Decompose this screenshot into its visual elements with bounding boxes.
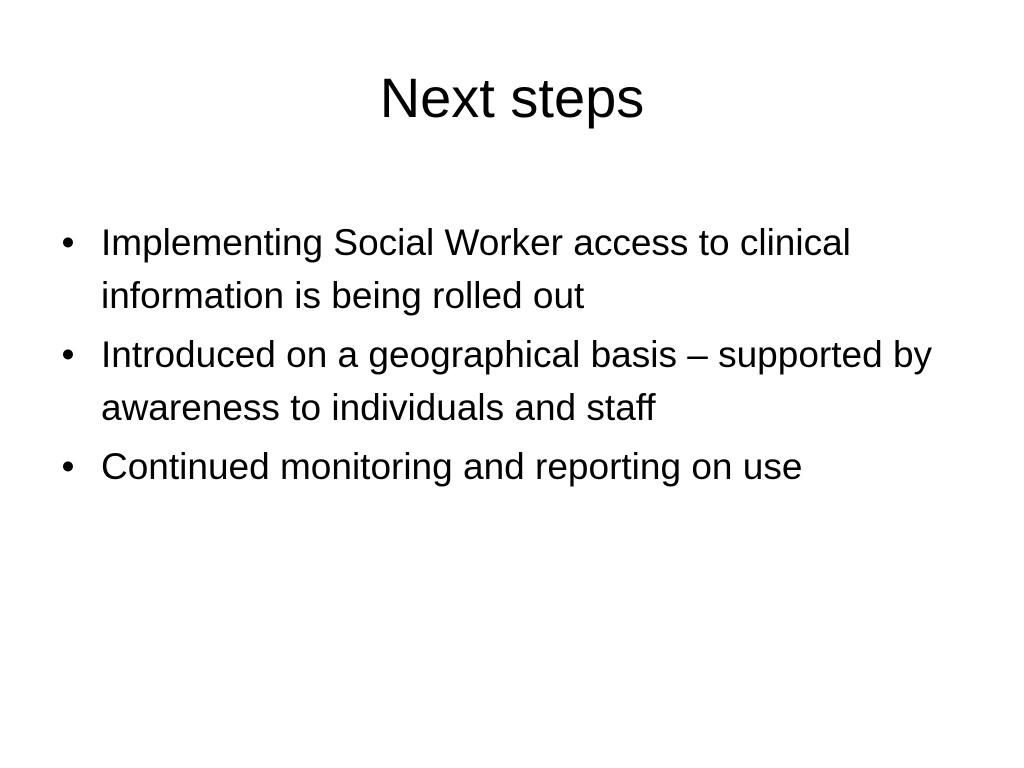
slide-title: Next steps <box>379 66 645 129</box>
bullet-marker-icon: • <box>61 334 75 375</box>
bullet-item <box>56 328 976 434</box>
bullet-text: Continued monitoring and reporting on use <box>101 446 803 487</box>
bullet-list <box>56 216 976 499</box>
bullet-text: Implementing Social Worker access to clinical information is being rolled out <box>101 222 851 316</box>
bullet-item <box>56 216 976 322</box>
bullet-marker-icon: • <box>61 222 75 263</box>
bullet-marker-icon: • <box>61 446 75 487</box>
bullet-item <box>56 440 976 493</box>
bullet-text: Introduced on a geographical basis – supported by awareness to individuals and staff <box>101 334 933 428</box>
